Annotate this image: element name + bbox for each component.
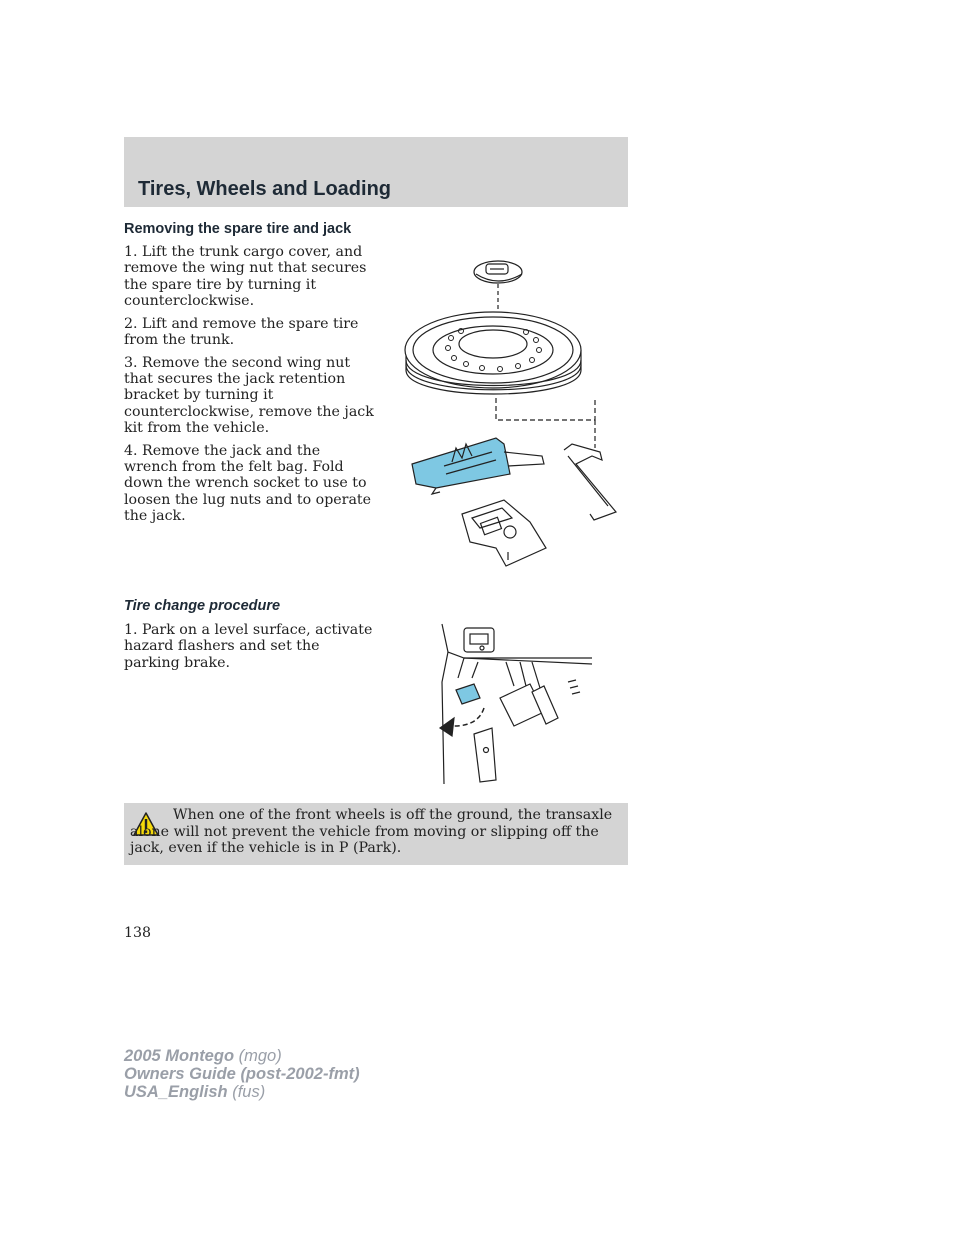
tire-change-step-1: 1. Park on a level surface, activate hazard flashers and set the parking brake. [124, 622, 373, 671]
footer-model: 2005 Montego [124, 1047, 235, 1065]
header-band [124, 137, 628, 207]
spare-tire-steps [124, 244, 376, 531]
footer-model-code: (mgo) [238, 1047, 282, 1065]
warning-text: When one of the front wheels is off the ground, the transaxle alone will not prevent the vehicle from moving or slipping off the jack, even if the vehicle is in P (Park). [130, 807, 613, 857]
step-3: 3. Remove the second wing nut that secures the jack retention bracket by turning it counterclockwise, remove the jack kit from the vehicle. [124, 354, 374, 436]
tire-change-steps [124, 622, 376, 677]
spare-tire-heading: Removing the spare tire and jack [124, 221, 352, 237]
warning-box [124, 803, 628, 865]
page-number: 138 [124, 925, 152, 941]
footer-language-code: (fus) [232, 1083, 266, 1101]
section-title: Tires, Wheels and Loading [138, 178, 392, 200]
step-1: 1. Lift the trunk cargo cover, and remove the wing nut that secures the spare tire by turning it counterclockwise. [124, 244, 367, 309]
spare-tire-jack-illustration [396, 252, 636, 574]
step-2: 2. Lift and remove the spare tire from the trunk. [124, 315, 359, 348]
tire-change-heading: Tire change procedure [124, 598, 281, 614]
step-4: 4. Remove the jack and the wrench from the felt bag. Fold down the wrench socket to use to loosen the lug nuts and to operate the jack. [124, 442, 372, 524]
footer-language: USA_English [124, 1083, 228, 1101]
footer [124, 1047, 360, 1101]
parking-brake-illustration [434, 622, 596, 786]
footer-guide: Owners Guide (post-2002-fmt) [124, 1065, 360, 1083]
